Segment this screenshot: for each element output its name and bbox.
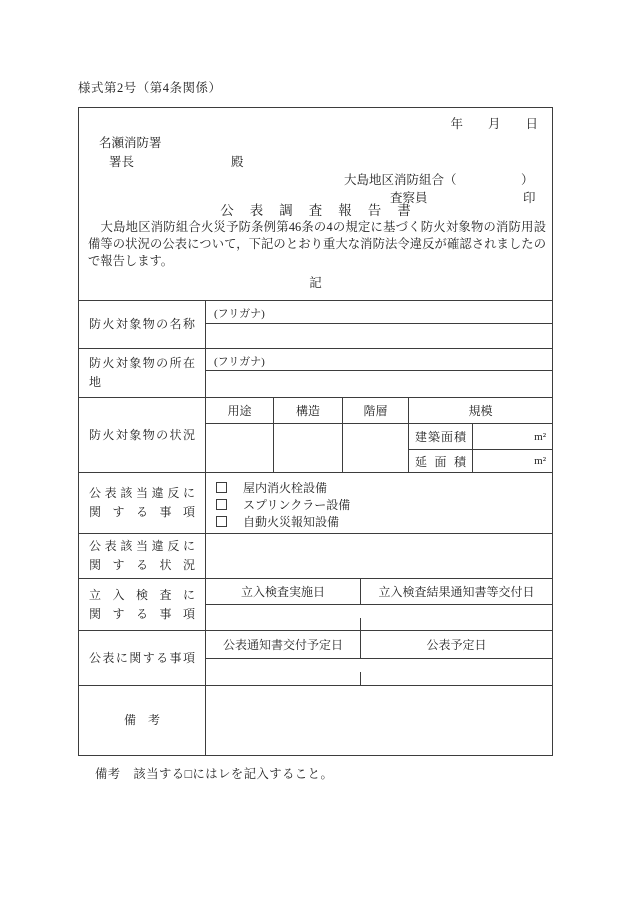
- name-input-area[interactable]: [206, 324, 552, 348]
- footnote: 備考 該当する□にはレを記入すること。: [95, 767, 334, 781]
- building-area-unit: m²: [534, 430, 546, 443]
- report-body-text: 大島地区消防組合火災予防条例第46条の4の規定に基づく防火対象物の消防用設備等の状況の公表について，下記のとおり重大な消防法令違反が確認されましたので報告します。: [88, 220, 546, 268]
- floors-input-cell[interactable]: [343, 424, 409, 472]
- use-input-cell[interactable]: [206, 424, 274, 472]
- checkbox-item-indoor-hydrant: [216, 479, 552, 496]
- table-row-name: [79, 301, 552, 349]
- ki-heading: 記: [309, 276, 322, 290]
- violation-items-row-label: 公表該当違反に 関する事項: [79, 473, 206, 533]
- inspection-notice-header: 立入検査結果通知書等交付日: [361, 579, 552, 605]
- date-day-label: 日: [525, 117, 538, 131]
- fire-alarm-checkbox-icon[interactable]: [216, 516, 227, 527]
- violation-status-row-label: 公表該当違反に 関する状況: [79, 534, 206, 578]
- name-row-label: 防火対象物の名称: [79, 301, 206, 348]
- remarks-row-label: 備 考: [79, 686, 206, 755]
- floors-column-header: 階層: [343, 398, 409, 424]
- name-furigana-cell[interactable]: (フリガナ): [206, 301, 552, 324]
- building-area-input-cell[interactable]: [473, 424, 552, 450]
- total-floor-area-input-cell[interactable]: [473, 450, 552, 472]
- checkbox-label: 自動火災報知設備: [243, 515, 340, 529]
- structure-input-cell[interactable]: [274, 424, 343, 472]
- table-row-address: [79, 349, 552, 398]
- address-furigana-cell[interactable]: (フリガナ): [206, 349, 552, 371]
- seal-label: 印: [523, 191, 536, 205]
- violation-status-input-area[interactable]: [206, 534, 552, 578]
- organization-paren-close: ）: [521, 173, 534, 187]
- scale-column-header: 規模: [409, 398, 552, 424]
- report-table: [79, 300, 552, 755]
- checkbox-item-fire-alarm: [216, 513, 552, 530]
- inspection-date-header: 立入検査実施日: [206, 579, 361, 605]
- sprinkler-checkbox-icon[interactable]: [216, 499, 227, 510]
- indoor-hydrant-checkbox-icon[interactable]: [216, 482, 227, 493]
- total-floor-area-label: 延面積: [409, 450, 473, 472]
- date-month-label: 月: [487, 117, 501, 131]
- use-column-header: 用途: [206, 398, 274, 424]
- publication-row-label: 公表に関する事項: [79, 631, 206, 685]
- address-input-area[interactable]: [206, 371, 552, 397]
- checkbox-label: 屋内消火栓設備: [243, 481, 328, 495]
- fire-station-name: 名瀬消防署: [99, 136, 162, 150]
- publication-date-header: 公表予定日: [361, 631, 552, 659]
- total-floor-area-unit: m²: [534, 455, 546, 467]
- document-title: 公表調査報告書: [220, 203, 427, 218]
- date-line: [450, 114, 538, 132]
- structure-column-header: 構造: [274, 398, 343, 424]
- table-row-violation-status: [79, 534, 552, 579]
- checkbox-item-sprinkler: [216, 496, 552, 513]
- address-row-label: 防火対象物の所在地: [79, 349, 206, 397]
- table-row-violation-items: [79, 473, 552, 534]
- inspector-label: 査察員: [390, 191, 428, 205]
- table-row-publication: [79, 631, 552, 686]
- date-year-label: 年: [450, 117, 463, 131]
- building-area-label: 建築面積: [409, 424, 473, 450]
- remarks-input-area[interactable]: [206, 686, 552, 755]
- status-row-label: 防火対象物の状況: [79, 398, 206, 472]
- chief-label: 署長: [109, 155, 135, 169]
- table-row-remarks: [79, 686, 552, 755]
- publication-notice-input-cell[interactable]: [206, 672, 361, 685]
- inspection-row-label: 立入検査に 関する事項: [79, 579, 206, 630]
- table-row-inspection: [79, 579, 552, 631]
- publication-date-input-cell[interactable]: [361, 672, 552, 685]
- checkbox-label: スプリンクラー設備: [243, 498, 351, 512]
- form-code: 様式第2号（第4条関係）: [78, 81, 222, 95]
- table-row-status: [79, 398, 552, 473]
- organization-label: 大島地区消防組合（: [344, 173, 457, 187]
- inspection-notice-input-cell[interactable]: [361, 618, 552, 631]
- publication-notice-header: 公表通知書交付予定日: [206, 631, 361, 659]
- report-form-box: [78, 107, 553, 756]
- inspection-date-input-cell[interactable]: [206, 618, 361, 631]
- honorific-label: 殿: [231, 155, 244, 169]
